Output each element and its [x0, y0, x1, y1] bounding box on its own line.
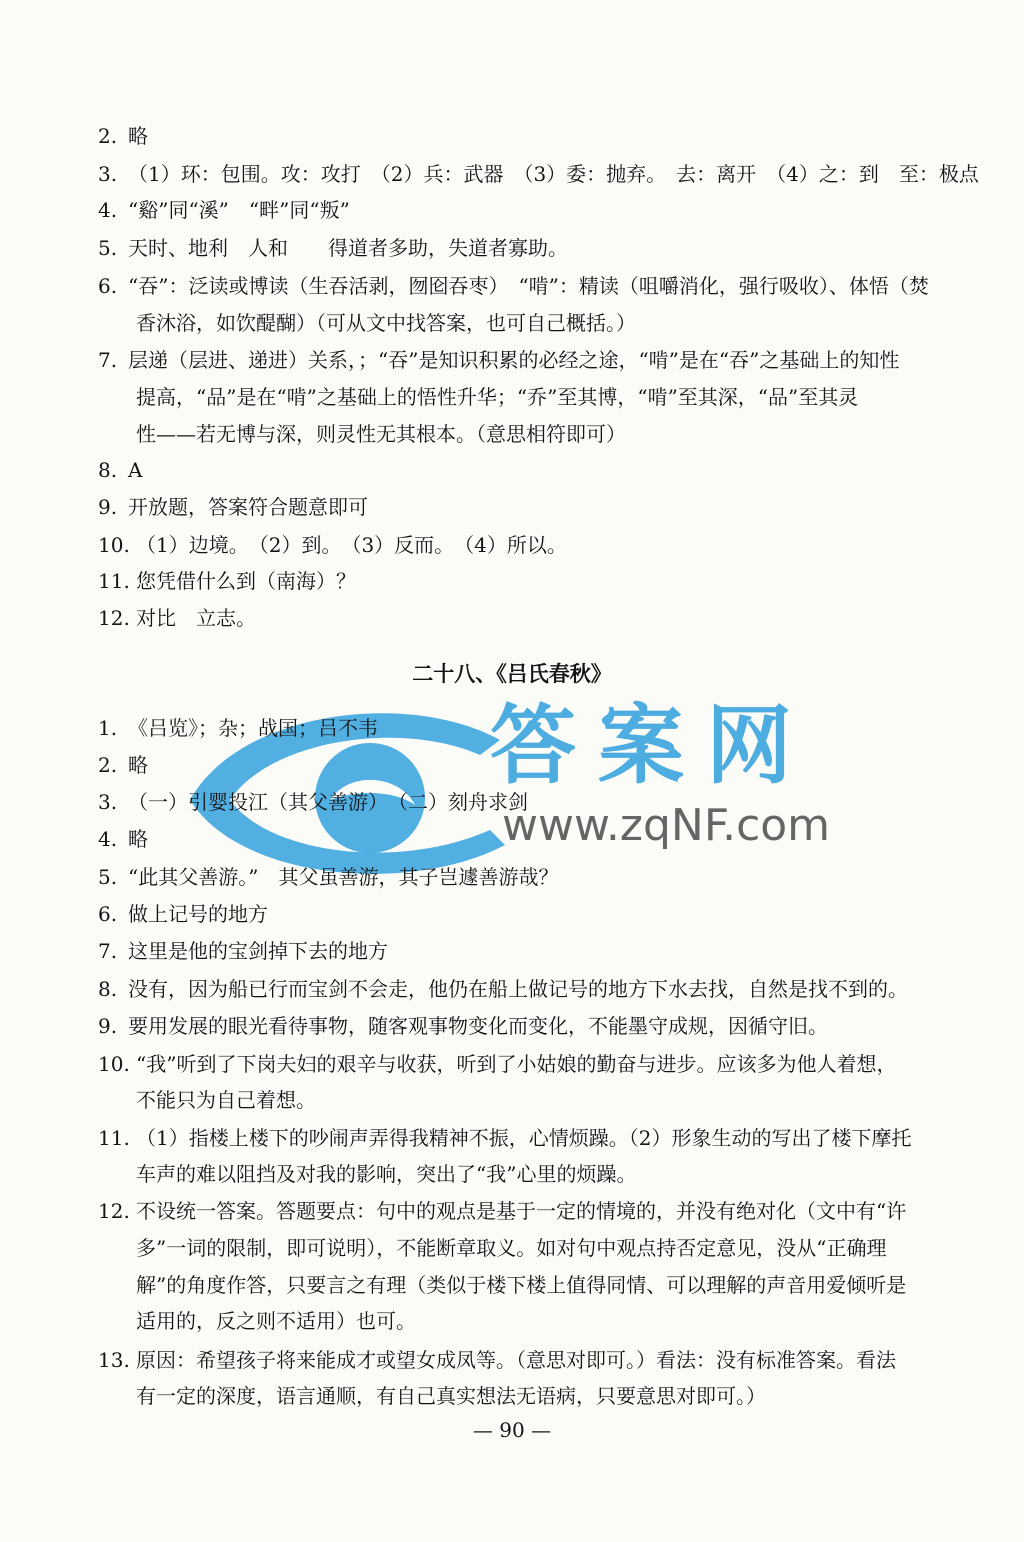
item-text: 《吕览》；杂；战国；吕不韦	[128, 716, 378, 740]
item-number: 8.	[98, 458, 118, 482]
watermark-url: www.zqNF.com	[502, 800, 831, 851]
item-text: 天时、地利 人和 得道者多助，失道者寡助。	[128, 236, 568, 260]
item-number: 12.	[98, 1199, 130, 1223]
item-text: “我”听到了下岗夫妇的艰辛与收获，听到了小姑娘的勤奋与进步。应该多为他人着想，	[136, 1052, 897, 1076]
item-number: 3.	[98, 790, 118, 814]
item-text: 开放题，答案符合题意即可	[128, 495, 368, 519]
item-text: A	[128, 458, 143, 482]
list-item-continuation: 有一定的深度，语言通顺，有自己真实想法无语病，只要意思对即可。）	[136, 1384, 766, 1408]
list-item-continuation: 不能只为自己着想。	[136, 1088, 316, 1112]
item-text: 略	[128, 753, 148, 777]
item-text: 要用发展的眼光看待事物，随客观事物变化而变化，不能墨守成规，因循守旧。	[128, 1014, 828, 1038]
item-number: 8.	[98, 977, 118, 1001]
item-number: 6.	[98, 902, 118, 926]
item-number: 10.	[98, 533, 130, 557]
item-text: 没有，因为船已行而宝剑不会走，他仍在船上做记号的地方下水去找，自然是找不到的。	[128, 977, 908, 1001]
item-text: 对比 立志。	[136, 606, 256, 630]
item-number: 5.	[98, 236, 118, 260]
item-text: “此其父善游。” 其父虽善游，其子岂遽善游哉？	[128, 865, 559, 889]
item-number: 3.	[98, 162, 118, 186]
list-item-continuation: 车声的难以阻挡及对我的影响，突出了“我”心里的烦躁。	[136, 1162, 637, 1186]
list-item-continuation: 香沐浴，如饮醍醐）（可从文中找答案，也可自己概括。）	[136, 311, 636, 335]
list-item-continuation: 适用的，反之则不适用）也可。	[136, 1309, 416, 1333]
item-text: 层递（层进、递进）关系，；“吞”是知识积累的必经之途，“啃”是在“吞”之基础上的知性	[128, 348, 900, 372]
item-number: 4.	[98, 827, 118, 851]
item-number: 4.	[98, 198, 118, 222]
item-number: 7.	[98, 348, 118, 372]
page-number: — 90 —	[472, 1418, 552, 1442]
item-text: 做上记号的地方	[128, 902, 268, 926]
item-number: 12.	[98, 606, 130, 630]
item-text: 略	[128, 827, 148, 851]
item-number: 2.	[98, 753, 118, 777]
list-item-continuation: 多”一词的限制，即可说明），不能断章取义。如对句中观点持否定意见，没从“正确理	[136, 1236, 887, 1260]
item-text: （1）边境。 （2）到。 （3）反而。 （4）所以。	[136, 533, 567, 557]
item-text: （1）环：包围。攻：攻打 （2）兵：武器 （3）委：抛弃。 去：离开 （4）之：到 至：极点	[128, 162, 979, 186]
item-number: 10.	[98, 1052, 130, 1076]
item-text: 这里是他的宝剑掉下去的地方	[128, 939, 388, 963]
item-text: 略	[128, 124, 148, 148]
item-text: “谿”同“溪” “畔”同“叛”	[128, 198, 350, 222]
section-title: 二十八、《吕氏春秋》	[412, 662, 612, 686]
list-item-continuation: 提高，“品”是在“啃”之基础上的悟性升华；“乔”至其博，“啃”至其深，“品”至其灵	[136, 385, 859, 409]
item-text: （一）引婴投江（其父善游） （二）刻舟求剑	[128, 790, 528, 814]
item-text: “吞”：泛读或博读（生吞活剥，囫囵吞枣） “啃”：精读（咀嚼消化，强行吸收）、体悟（焚	[128, 274, 929, 298]
item-number: 6.	[98, 274, 118, 298]
item-text: 原因：希望孩子将来能成才或望女成凤等。（意思对即可。）看法：没有标准答案。看法	[136, 1348, 896, 1372]
watermark-title: 答案网	[490, 696, 814, 796]
item-number: 1.	[98, 716, 118, 740]
item-number: 5.	[98, 865, 118, 889]
item-number: 11.	[98, 1126, 130, 1150]
item-number: 2.	[98, 124, 118, 148]
item-number: 9.	[98, 495, 118, 519]
item-text: （1）指楼上楼下的吵闹声弄得我精神不振，心情烦躁。（2）形象生动的写出了楼下摩托	[136, 1126, 912, 1150]
list-item-continuation: 解”的角度作答，只要言之有理（类似于楼下楼上值得同情、可以理解的声音用爱倾听是	[136, 1273, 907, 1297]
item-text: 不设统一答案。答题要点：句中的观点是基于一定的情境的，并没有绝对化（文中有“许	[136, 1199, 907, 1223]
item-text: 您凭借什么到（南海）？	[136, 569, 356, 593]
item-number: 9.	[98, 1014, 118, 1038]
list-item-continuation: 性——若无博与深，则灵性无其根本。（意思相符即可）	[136, 422, 626, 446]
item-number: 11.	[98, 569, 130, 593]
item-number: 7.	[98, 939, 118, 963]
item-number: 13.	[98, 1348, 130, 1372]
